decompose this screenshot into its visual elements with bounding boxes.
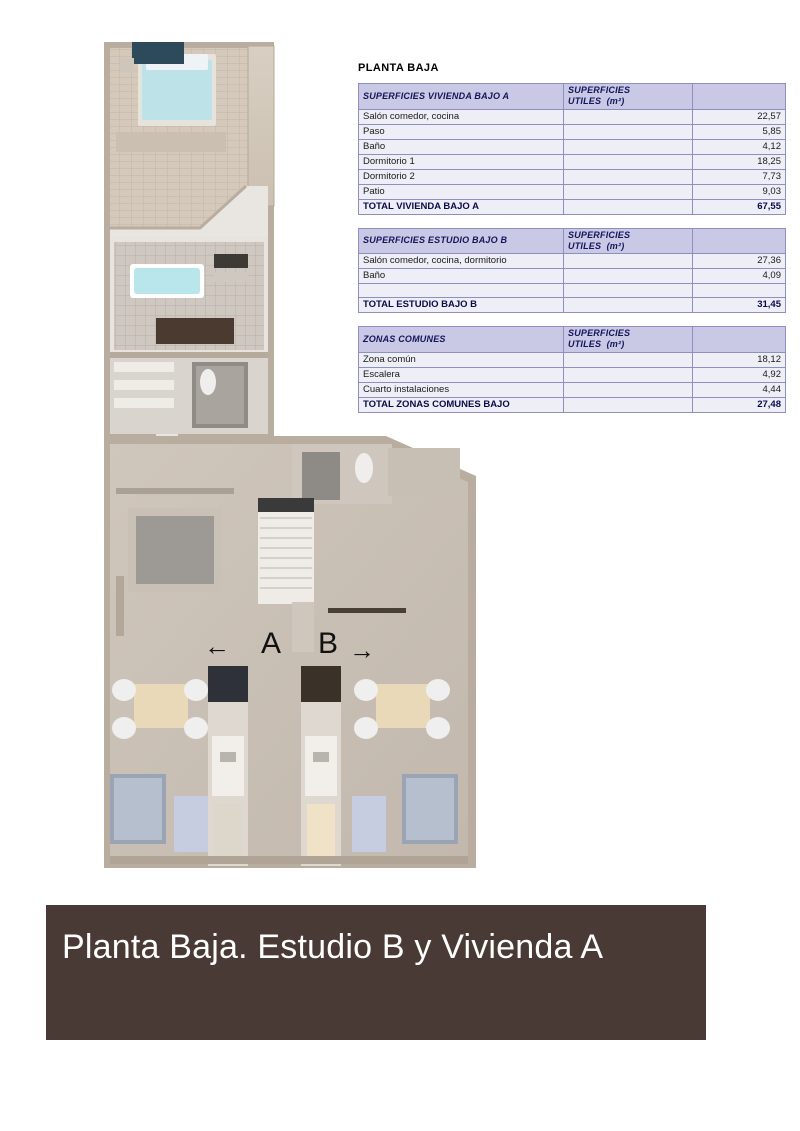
table-header-utiles <box>564 228 693 254</box>
row-value: 4,44 <box>693 382 786 397</box>
row-value: 4,09 <box>693 269 786 284</box>
row-value: 18,25 <box>693 154 786 169</box>
table-header-utiles <box>564 327 693 353</box>
table-header-title: SUPERFICIES ESTUDIO BAJO B <box>359 228 564 254</box>
table-total-row <box>359 199 786 214</box>
row-spacer <box>564 139 693 154</box>
row-name: Dormitorio 2 <box>359 169 564 184</box>
table-header-unit: (m²) <box>606 96 625 107</box>
row-name: Zona común <box>359 352 564 367</box>
row-value: 4,92 <box>693 367 786 382</box>
table-row <box>359 139 786 154</box>
table-header-value <box>693 327 786 353</box>
table-header-unit: (m²) <box>606 339 625 350</box>
table-blank-row <box>359 284 786 298</box>
table-header-utiles <box>564 84 693 110</box>
row-spacer <box>564 352 693 367</box>
row-value: 4,12 <box>693 139 786 154</box>
row-spacer <box>564 169 693 184</box>
table-row <box>359 154 786 169</box>
row-spacer <box>564 269 693 284</box>
row-name: Salón comedor, cocina, dormitorio <box>359 254 564 269</box>
row-spacer <box>564 367 693 382</box>
table-row <box>359 109 786 124</box>
table-header-title: SUPERFICIES VIVIENDA BAJO A <box>359 84 564 110</box>
row-name: Patio <box>359 184 564 199</box>
caption-bar <box>46 905 706 1040</box>
upper-wing <box>104 42 274 440</box>
table-row <box>359 382 786 397</box>
row-spacer <box>564 109 693 124</box>
table-row <box>359 352 786 367</box>
table-header-value <box>693 84 786 110</box>
total-name: TOTAL VIVIENDA BAJO A <box>359 199 564 214</box>
table-header-value <box>693 228 786 254</box>
table-header-row <box>359 228 786 254</box>
table-estudio-bajo-b <box>358 228 786 314</box>
row-value: 5,85 <box>693 124 786 139</box>
total-spacer <box>564 298 693 313</box>
table-vivienda-bajo-a <box>358 83 786 215</box>
table-header-utiles-text: SUPERFICIES UTILES <box>568 85 631 107</box>
zone-label-b: B <box>318 627 339 660</box>
row-spacer <box>564 382 693 397</box>
total-name: TOTAL ZONAS COMUNES BAJO <box>359 397 564 412</box>
row-spacer <box>564 184 693 199</box>
blank-cell <box>359 284 564 298</box>
table-header-row <box>359 327 786 353</box>
table-total-row <box>359 397 786 412</box>
table-header-utiles-text: SUPERFICIES UTILES <box>568 229 631 251</box>
row-spacer <box>564 124 693 139</box>
row-value: 22,57 <box>693 109 786 124</box>
total-value: 31,45 <box>693 298 786 313</box>
page-title: PLANTA BAJA <box>358 62 439 74</box>
row-name: Dormitorio 1 <box>359 154 564 169</box>
zone-label-a: A <box>261 627 282 660</box>
table-row <box>359 367 786 382</box>
lower-block <box>104 436 476 868</box>
row-name: Baño <box>359 269 564 284</box>
caption-text: Planta Baja. Estudio B y Vivienda A <box>62 928 604 966</box>
surface-tables <box>358 62 781 426</box>
row-spacer <box>564 254 693 269</box>
table-row <box>359 124 786 139</box>
row-value: 7,73 <box>693 169 786 184</box>
row-name: Paso <box>359 124 564 139</box>
row-spacer <box>564 154 693 169</box>
table-row <box>359 169 786 184</box>
table-zonas-comunes <box>358 326 786 413</box>
total-spacer <box>564 397 693 412</box>
arrow-left-icon: ← <box>204 631 230 661</box>
total-spacer <box>564 199 693 214</box>
table-header-unit: (m²) <box>606 240 625 251</box>
total-value: 67,55 <box>693 199 786 214</box>
table-total-row <box>359 298 786 313</box>
table-header-title: ZONAS COMUNES <box>359 327 564 353</box>
table-row <box>359 254 786 269</box>
blank-cell <box>564 284 693 298</box>
row-name: Salón comedor, cocina <box>359 109 564 124</box>
row-value: 18,12 <box>693 352 786 367</box>
table-header-utiles-text: SUPERFICIES UTILES <box>568 328 631 350</box>
row-name: Escalera <box>359 367 564 382</box>
total-value: 27,48 <box>693 397 786 412</box>
table-row <box>359 184 786 199</box>
blank-cell <box>693 284 786 298</box>
table-row <box>359 269 786 284</box>
row-name: Baño <box>359 139 564 154</box>
table-header-row <box>359 84 786 110</box>
row-value: 9,03 <box>693 184 786 199</box>
row-name: Cuarto instalaciones <box>359 382 564 397</box>
arrow-right-icon: → <box>349 635 375 665</box>
total-name: TOTAL ESTUDIO BAJO B <box>359 298 564 313</box>
row-value: 27,36 <box>693 254 786 269</box>
